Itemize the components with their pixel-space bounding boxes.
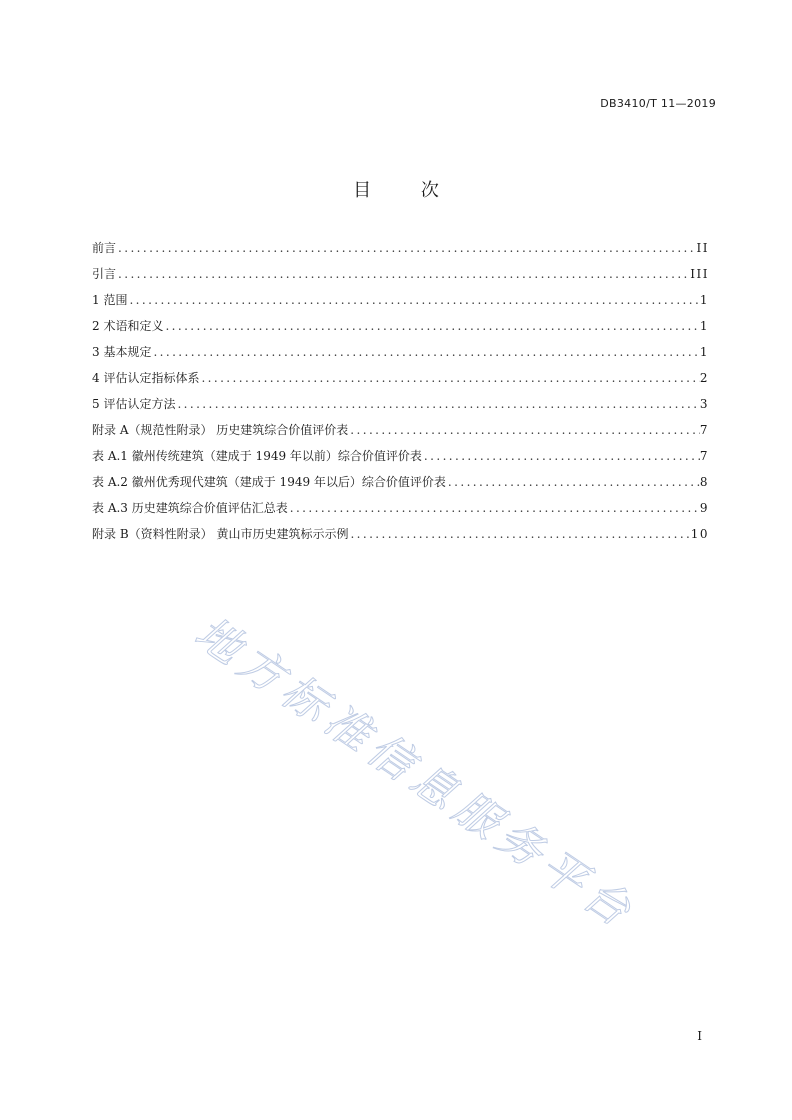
page-number: I [697,1029,702,1043]
toc-entry-page: 8 [699,475,709,489]
document-code: DB3410/T 11—2019 [600,97,716,110]
toc-entry-page: 10 [690,527,709,541]
toc-entry-table-a1[interactable] [92,445,709,471]
toc-entry-label: 引言 [92,267,117,281]
toc-entry-scope[interactable] [92,289,709,315]
toc-entry-page: 7 [699,449,709,463]
watermark: 地方标准信息服务平台 [185,607,646,941]
toc-entry-table-a2[interactable] [92,471,709,497]
toc-dot-leader [348,419,700,441]
toc-entry-label: 2 术语和定义 [92,319,164,333]
toc-dot-leader [151,341,699,363]
toc-entry-page: 1 [699,319,709,333]
toc-entry-page: 9 [699,501,709,515]
toc-entry-label: 表 A.1 徽州传统建筑（建成于 1949 年以前）综合价值评价表 [92,449,422,463]
toc-entry-appendix-b[interactable] [92,523,709,549]
toc-entry-terms[interactable] [92,315,709,341]
toc-entry-appendix-a[interactable] [92,419,709,445]
toc-entry-page: II [696,241,709,255]
toc-entry-label: 表 A.3 历史建筑综合价值评估汇总表 [92,501,288,515]
toc-entry-page: 2 [699,371,709,385]
toc-dot-leader [422,445,700,467]
toc-dot-leader [175,393,699,415]
toc-entry-basic-rules[interactable] [92,341,709,367]
toc-entry-foreword[interactable] [92,237,709,263]
toc-dot-leader [116,237,697,259]
toc-entry-label: 附录 A（规范性附录） 历史建筑综合价值评价表 [92,423,349,437]
toc-entry-page: 1 [699,345,709,359]
toc-entry-label: 5 评估认定方法 [92,397,176,411]
toc-entry-introduction[interactable] [92,263,709,289]
toc-dot-leader [116,263,690,285]
toc-entry-label: 1 范围 [92,293,128,307]
toc-entry-label: 前言 [92,241,117,255]
toc-entry-page: III [690,267,709,281]
toc-entry-label: 附录 B（资料性附录） 黄山市历史建筑标示示例 [92,527,349,541]
toc-entry-page: 7 [699,423,709,437]
toc-dot-leader [163,315,699,337]
table-of-contents [92,237,709,549]
toc-entry-page: 3 [699,397,709,411]
toc-title: 目 次 [353,180,461,201]
toc-dot-leader [199,367,699,389]
toc-entry-table-a3[interactable] [92,497,709,523]
toc-entry-label: 4 评估认定指标体系 [92,371,200,385]
toc-dot-leader [446,471,700,493]
toc-dot-leader [288,497,700,519]
toc-entry-label: 表 A.2 徽州优秀现代建筑（建成于 1949 年以后）综合价值评价表 [92,475,446,489]
toc-dot-leader [127,289,699,311]
toc-entry-page: 1 [699,293,709,307]
toc-entry-label: 3 基本规定 [92,345,152,359]
toc-entry-indicator-system[interactable] [92,367,709,393]
toc-entry-method[interactable] [92,393,709,419]
toc-dot-leader [348,523,690,545]
